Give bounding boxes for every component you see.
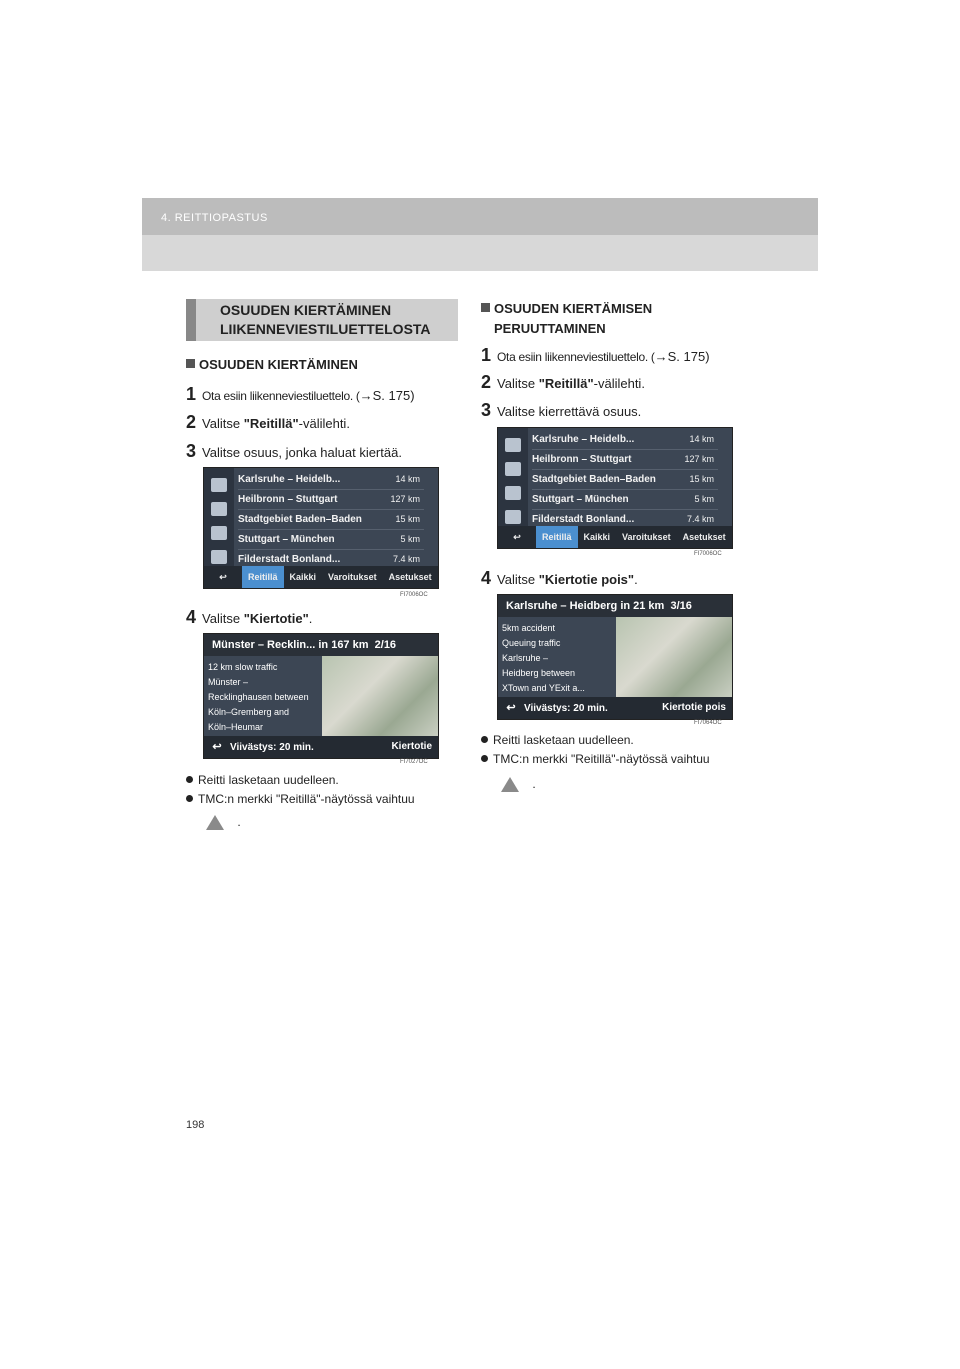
right-bullet-2: TMC:n merkki "Reitillä"-näytössä vaihtuu: [481, 752, 710, 766]
right-bullet-2-icon-line: .: [495, 777, 536, 793]
map-view: [322, 656, 438, 736]
tmc-icon: [200, 815, 234, 831]
left-step-4: 4 Valitse "Kiertotie".: [186, 607, 313, 627]
screen-traffic-list-left: Karlsruhe – Heidelb... 14 km Heilbronn – Stuttgart 127 km Stadtgebiet Baden–Baden 15 km Stuttgart – München 5 km Filderstadt Bonland... 7.4 km ↩ Reitillä Kaikki Varoitukset Asetukset: [203, 467, 439, 589]
screen-traffic-list-right: Karlsruhe – Heidelb... 14 km Heilbronn – Stuttgart 127 km Stadtgebiet Baden–Baden 15 km Stuttgart – München 5 km Filderstadt Bonland... 7.4 km ↩ Reitillä Kaikki Varoitukset Asetukset: [497, 427, 733, 549]
left-bullet-1: Reitti lasketaan uudelleen.: [186, 773, 339, 787]
section-title-marker: [186, 299, 196, 341]
header-band: [142, 235, 818, 271]
caption-cancel: FI7064OC: [694, 720, 722, 726]
page-number: 198: [186, 1119, 205, 1131]
cancel-detour-button[interactable]: Kiertotie pois: [662, 702, 726, 713]
left-step-1: 1 Ota esiin liikenneviestiluettelo. (→S. 175): [186, 384, 415, 404]
screen-cancel-detour: Karlsruhe – Heidberg in 21 km 3/16 5km accident Queuing traffic Karlsruhe – Heidberg between XTown and YExit a... ↩ Viivästys: 20 min. Kiertotie pois: [497, 594, 733, 720]
section-title-line2: LIIKENNEVIESTILUETTELOSTA: [220, 321, 431, 337]
screen-detour: Münster – Recklin... in 167 km 2/16 12 km slow traffic Münster – Recklinghausen between Köln–Gremberg and Köln–Heumar ↩ Viivästys: 20 min. Kiertotie: [203, 633, 439, 759]
tmc-icon: [495, 777, 529, 793]
detour-button[interactable]: Kiertotie: [391, 741, 432, 752]
section-title-line1: OSUUDEN KIERTÄMINEN: [220, 302, 392, 318]
section-title-box: [186, 299, 458, 341]
right-step-2: 2 Valitse "Reitillä"-välilehti.: [481, 372, 645, 392]
right-step-1: 1 Ota esiin liikenneviestiluettelo. (→S. 175): [481, 345, 710, 365]
caption-left-list: FI7006OC: [400, 592, 428, 598]
map-view: [616, 617, 732, 697]
left-subheading: OSUUDEN KIERTÄMINEN: [186, 355, 358, 375]
right-bullet-1: Reitti lasketaan uudelleen.: [481, 733, 634, 747]
left-bullet-2: TMC:n merkki "Reitillä"-näytössä vaihtuu: [186, 792, 415, 806]
chapter-title: 4. REITTIOPASTUS: [161, 212, 268, 224]
caption-right-list: FI7006OC: [694, 551, 722, 557]
right-step-4: 4 Valitse "Kiertotie pois".: [481, 568, 638, 588]
right-subheading: OSUUDEN KIERTÄMISEN PERUUTTAMINEN: [481, 299, 652, 339]
left-step-3: 3 Valitse osuus, jonka haluat kiertää.: [186, 441, 402, 461]
left-bullet-2-icon-line: .: [200, 815, 241, 831]
caption-detour: FI7027OC: [400, 759, 428, 765]
left-step-2: 2 Valitse "Reitillä"-välilehti.: [186, 412, 350, 432]
right-step-3: 3 Valitse kierrettävä osuus.: [481, 400, 642, 420]
